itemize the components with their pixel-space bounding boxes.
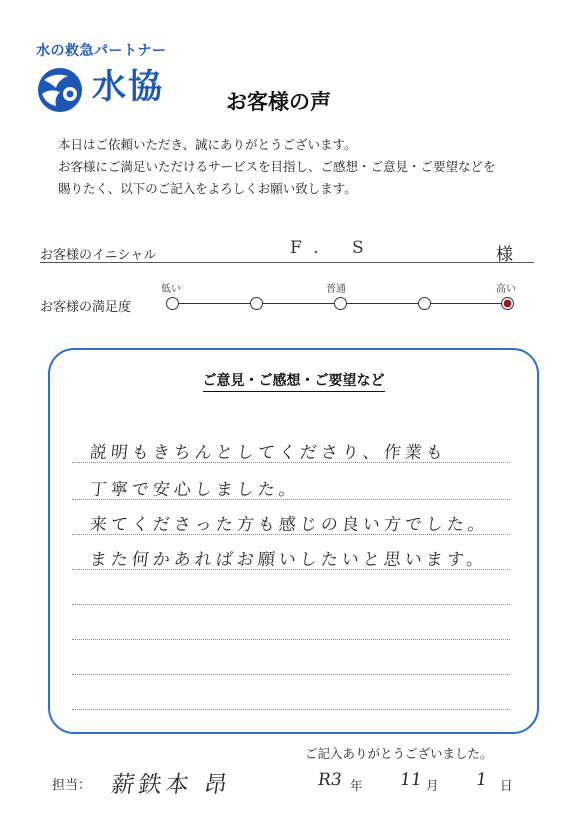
document-title: お客様の声 (226, 90, 331, 114)
ruled-line (72, 534, 510, 535)
satisfaction-option-2[interactable] (250, 297, 263, 310)
comment-box-title-text: ご意見・ご感想・ご要望など (203, 373, 385, 392)
initials-label: お客様のイニシャル (40, 248, 157, 263)
satisfaction-option-3[interactable] (334, 297, 347, 310)
scale-label-high: 高い (496, 284, 516, 295)
intro-line: お客様にご満足いただけるサービスを目指し、ご感想・ご意見・ご要望などを (58, 159, 496, 174)
ruled-line (72, 674, 510, 675)
ruled-line (72, 569, 510, 570)
satisfaction-option-4[interactable] (418, 297, 431, 310)
thank-you-note: ご記入ありがとうございました。 (305, 746, 493, 761)
day-label: 日 (500, 778, 513, 793)
ruled-line (72, 462, 510, 463)
year-label: 年 (350, 778, 363, 793)
initials-value: F. S (290, 238, 378, 258)
honorific-suffix: 様 (496, 245, 513, 265)
ruled-line (72, 709, 510, 710)
date-era-year: R3 (316, 770, 344, 790)
staff-name: 薪鉄本 昂 (109, 772, 233, 798)
water-drop-logo-icon (34, 66, 86, 114)
comment-line-4: また何かあればお願いしたいと思います。 (88, 550, 489, 570)
intro-line: 本日はご依頼いただき、誠にありがとうございます。 (58, 137, 357, 152)
initials-underline (40, 262, 534, 263)
month-label: 月 (426, 778, 439, 793)
intro-line: 賜りたく、以下のご記入をよろしくお願い致します。 (58, 181, 357, 196)
scale-label-mid: 普通 (326, 284, 346, 295)
comment-box-title (50, 370, 537, 390)
date-month: 11 (398, 770, 424, 790)
comment-line-2: 丁寧で安心しました。 (88, 480, 301, 500)
satisfaction-option-1[interactable] (166, 297, 179, 310)
comment-line-1: 説明もきちんとしてくださり、作業も (88, 443, 448, 463)
scale-label-low: 低い (161, 284, 181, 295)
date-day: 1 (474, 770, 489, 790)
satisfaction-option-5-selected[interactable] (501, 297, 514, 310)
staff-label: 担当： (52, 778, 92, 793)
satisfaction-label: お客様の満足度 (40, 300, 132, 315)
comment-line-3: 来てくださった方も感じの良い方でした。 (88, 515, 490, 535)
ruled-line (72, 639, 510, 640)
intro-text (58, 134, 496, 200)
ruled-line (72, 499, 510, 500)
ruled-line (72, 604, 510, 605)
comment-box (48, 348, 539, 734)
brand-name: 水協 (92, 67, 164, 107)
brand-tagline: 水の救急パートナー (36, 43, 167, 59)
